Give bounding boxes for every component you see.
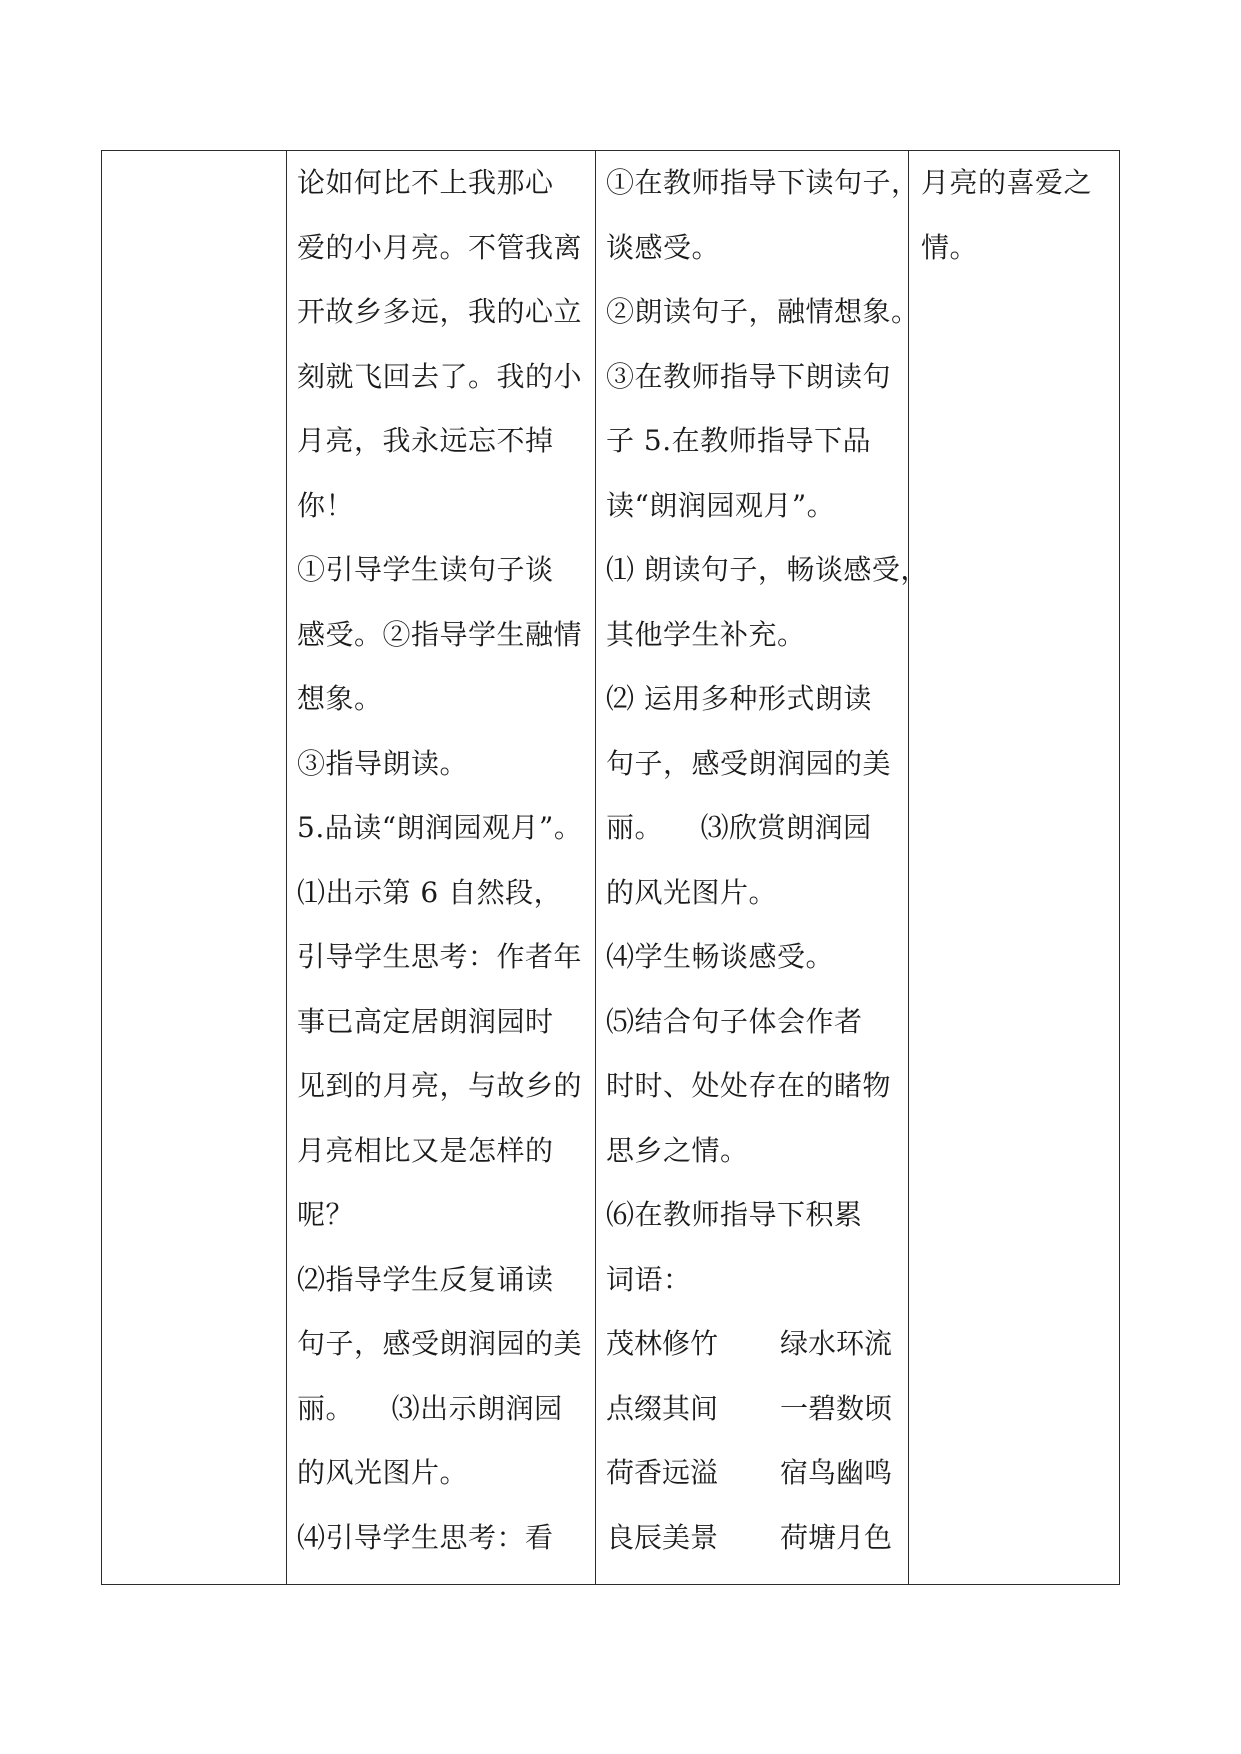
teacher-activity-text <box>287 151 595 1584</box>
text-line: 句子，感受朗润园的美 <box>606 746 892 780</box>
vocabulary-row <box>606 1520 906 1585</box>
text-line: ⑵ 运用多种形式朗读 <box>606 682 872 715</box>
lesson-plan-table <box>101 150 1120 1585</box>
text-line: 的风光图片。 <box>297 1456 469 1489</box>
teacher-activity-cell <box>287 151 596 1585</box>
text-line: 月亮的喜爱之 <box>921 166 1093 199</box>
text-line: 子 5.在教师指导下品 <box>606 424 872 457</box>
vocabulary-list <box>606 1326 906 1584</box>
table-row <box>102 151 1120 1585</box>
text-line: 想象。 <box>297 682 383 715</box>
text-line: 感受。②指导学生融情 <box>297 617 583 651</box>
text-line: ③在教师指导下朗读句 <box>606 359 892 393</box>
text-line: 见到的月亮，与故乡的 <box>297 1069 583 1102</box>
text-line: 论如何比不上我那心 <box>297 166 554 199</box>
vocabulary-word: 宿鸟幽鸣 <box>780 1456 893 1489</box>
text-line: ⑸结合句子体会作者 <box>606 1004 863 1038</box>
design-intent-text <box>909 151 1119 294</box>
text-line: 事已高定居朗润园时 <box>297 1004 554 1038</box>
vocabulary-word: 一碧数顷 <box>780 1391 893 1425</box>
vocabulary-row <box>606 1391 906 1456</box>
text-line: 呢？ <box>297 1198 355 1231</box>
vocabulary-word: 绿水环流 <box>780 1327 893 1360</box>
text-line: ①引导学生读句子谈 <box>297 553 554 586</box>
text-line: ⑵指导学生反复诵读 <box>297 1262 554 1296</box>
vocabulary-row <box>606 1326 906 1391</box>
text-line: 词语： <box>606 1262 692 1296</box>
student-activity-cell <box>596 151 929 1585</box>
text-line: 月亮相比又是怎样的 <box>297 1133 554 1167</box>
stage-cell <box>102 151 287 1585</box>
text-line: ⑴ 朗读句子，畅谈感受， <box>606 553 929 586</box>
student-activity-text <box>596 151 929 1584</box>
text-line: ⑷引导学生思考：看 <box>297 1520 554 1554</box>
vocabulary-row <box>606 1455 906 1520</box>
text-line: 思乡之情。 <box>606 1133 749 1167</box>
vocabulary-word: 荷塘月色 <box>780 1520 893 1554</box>
text-line: 开故乡多远，我的心立 <box>297 295 583 328</box>
text-line: 5.品读“朗润园观月”。 <box>297 811 583 844</box>
text-line: 读“朗润园观月”。 <box>606 488 836 522</box>
text-line: 丽。 ⑶出示朗润园 <box>297 1391 563 1425</box>
vocabulary-word: 良辰美景 <box>606 1520 719 1554</box>
text-line: 的风光图片。 <box>606 875 778 909</box>
text-line: 情。 <box>921 230 979 264</box>
text-line: ⑷学生畅谈感受。 <box>606 940 835 973</box>
text-line: 你！ <box>297 488 355 522</box>
text-line: 爱的小月亮。不管我离 <box>297 230 583 264</box>
text-line: 句子，感受朗润园的美 <box>297 1327 583 1360</box>
vocabulary-word: 点缀其间 <box>606 1391 719 1425</box>
text-line: ③指导朗读。 <box>297 746 469 780</box>
vocabulary-word: 茂林修竹 <box>606 1327 719 1360</box>
text-line: ①在教师指导下读句子， <box>606 166 920 199</box>
text-line: 丽。 ⑶欣赏朗润园 <box>606 811 872 844</box>
text-line: 引导学生思考：作者年 <box>297 940 583 973</box>
text-line: 其他学生补充。 <box>606 617 806 651</box>
text-line: 谈感受。 <box>606 230 721 264</box>
text-line: ⑹在教师指导下积累 <box>606 1198 863 1231</box>
text-line: 月亮，我永远忘不掉 <box>297 424 554 457</box>
text-line: 时时、处处存在的睹物 <box>606 1069 892 1102</box>
text-line: 刻就飞回去了。我的小 <box>297 359 583 393</box>
vocabulary-word: 荷香远溢 <box>606 1456 719 1489</box>
text-line: ⑴出示第 6 自然段， <box>297 875 563 909</box>
intent-cell <box>909 151 1120 1585</box>
text-line: ②朗读句子，融情想象。 <box>606 295 920 328</box>
